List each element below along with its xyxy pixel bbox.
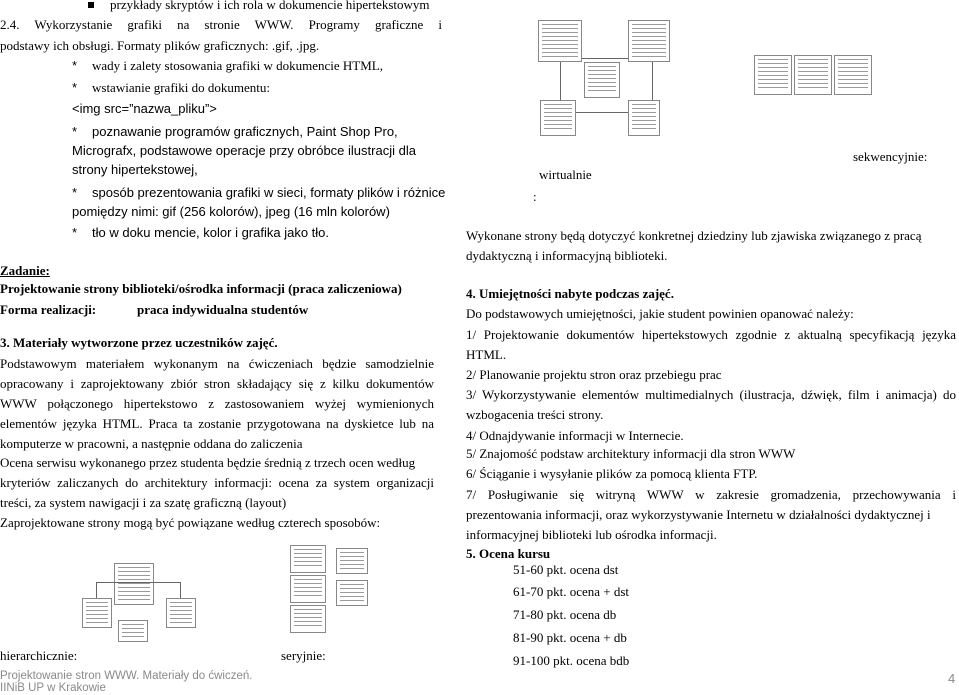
section-3-line: Podstawowym materiałem wykonanym na ćwiczeniach będzie samodzielnie bbox=[0, 356, 434, 371]
section-3-line: kryteriów zaliczanych do architektury informacji: ocena za system organizacji bbox=[0, 475, 434, 490]
grade-row: 71-80 pkt. ocena db bbox=[513, 607, 617, 622]
section-4-heading: 4. Umiejętności nabyte podczas zajęć. bbox=[466, 286, 674, 301]
list-item: wstawianie grafiki do dokumentu: bbox=[92, 80, 270, 95]
diagram-page-box bbox=[336, 580, 368, 606]
diagram-page-box bbox=[540, 100, 576, 136]
section-3-line: treści, za system nawigacji i za szatę graficzną (layout) bbox=[0, 495, 287, 510]
grade-row: 51-60 pkt. ocena dst bbox=[513, 562, 619, 577]
footer-institution: IINiB UP w Krakowie bbox=[0, 682, 106, 694]
list-item: wady i zalety stosowania grafiki w dokumencie HTML, bbox=[92, 58, 383, 73]
section-3-line: Zaprojektowane strony mogą być powiązane według czterech sposobów: bbox=[0, 515, 381, 530]
asterisk-icon: * bbox=[72, 124, 78, 139]
section-3-line: komputerze w pracowni, a następnie oddana do zaliczenia bbox=[0, 436, 303, 451]
diagram-page-box bbox=[114, 563, 154, 605]
diagram-page-box bbox=[834, 55, 872, 95]
intro-line: Wykonane strony będą dotyczyć konkretnej dziedziny lub zjawiska związanego z pracą bbox=[466, 228, 922, 243]
list-item: Micrografx, podstawowe operacje przy obróbce ilustracji dla bbox=[72, 143, 416, 158]
section-3-line: WWW połączonego hipertekstowo z zastosowaniem wyżej wymienionych bbox=[0, 396, 434, 411]
list-item: poznawanie programów graficznych, Paint Shop Pro, bbox=[92, 124, 398, 139]
skill-line: HTML. bbox=[466, 347, 507, 362]
top-bullet-text: przykłady skryptów i ich rola w dokumencie hipertekstowym bbox=[110, 0, 430, 12]
diagram-page-box bbox=[290, 605, 326, 633]
list-item: strony hipertekstowej, bbox=[72, 162, 198, 177]
diagram-page-box bbox=[628, 20, 670, 62]
form-value: praca indywidualna studentów bbox=[137, 302, 309, 317]
intro-line: dydaktyczną i informacyjną biblioteki. bbox=[466, 248, 668, 263]
section-3-line: Ocena serwisu wykonanego przez studenta będzie średnią z trzech ocen według bbox=[0, 455, 416, 470]
form-label: Forma realizacji: bbox=[0, 302, 97, 317]
diagram-page-box bbox=[166, 598, 196, 628]
section-2-4-heading-line1: 2.4. Wykorzystanie grafiki na stronie WWW. Programy graficzne i bbox=[0, 17, 442, 32]
section-3-line: opracowany i zaprojektowany zbiór stron składający się z kilku dokumentów bbox=[0, 376, 434, 391]
list-item: pomiędzy nimi: gif (256 kolorów), jpeg (16 mln kolorów) bbox=[72, 204, 390, 219]
skill-line: 2/ Planowanie projektu stron oraz przebiegu prac bbox=[466, 367, 722, 382]
label-serial: seryjnie: bbox=[281, 648, 326, 663]
task-title: Projektowanie strony biblioteki/ośrodka informacji (praca zaliczeniowa) bbox=[0, 281, 402, 296]
list-item: sposób prezentowania grafiki w sieci, formaty plików i różnice bbox=[92, 185, 446, 200]
label-virtual: wirtualnie bbox=[539, 167, 592, 182]
diagram-page-box bbox=[336, 548, 368, 574]
asterisk-icon: * bbox=[72, 185, 78, 200]
section-4-intro: Do podstawowych umiejętności, jakie student powinien opanować należy: bbox=[466, 306, 854, 321]
skill-line: prezentowania informacji, oraz wykorzystywanie Internetu w działalności dydaktycznej i bbox=[466, 507, 931, 522]
diagram-page-box bbox=[584, 62, 620, 98]
skill-line: informacyjnej biblioteki lub ośrodka informacji. bbox=[466, 527, 717, 542]
code-example: <img src=”nazwa_pliku”> bbox=[72, 101, 217, 116]
diagram-page-box bbox=[628, 100, 660, 136]
grade-row: 81-90 pkt. ocena + db bbox=[513, 630, 627, 645]
diagram-page-box bbox=[118, 620, 148, 642]
label-sequential: sekwencyjnie: bbox=[853, 149, 928, 164]
diagram-page-box bbox=[538, 20, 582, 62]
label-hierarchical: hierarchicznie: bbox=[0, 648, 78, 663]
grade-row: 91-100 pkt. ocena bdb bbox=[513, 653, 630, 668]
section-3-heading: 3. Materiały wytworzone przez uczestników zajęć. bbox=[0, 335, 278, 350]
list-item: tło w doku mencie, kolor i grafika jako tło. bbox=[92, 225, 329, 240]
skill-line: 3/ Wykorzystywanie elementów multimedialnych (ilustracja, dźwięk, film i animacja) do bbox=[466, 387, 956, 402]
skill-line: 7/ Posługiwanie się witryną WWW w zakresie gromadzenia, przechowywania i bbox=[466, 487, 956, 502]
page-number: 4 bbox=[948, 671, 956, 686]
grade-row: 61-70 pkt. ocena + dst bbox=[513, 584, 630, 599]
section-3-line: elementów języka HTML. Praca ta zostanie przygotowana na dyskietce lub na bbox=[0, 416, 434, 431]
asterisk-icon: * bbox=[72, 58, 78, 73]
diagram-page-box bbox=[290, 575, 326, 603]
diagram-page-box bbox=[754, 55, 792, 95]
asterisk-icon: * bbox=[72, 225, 78, 240]
skill-line: wzbogacenia treści strony. bbox=[466, 407, 604, 422]
task-label: Zadanie: bbox=[0, 263, 50, 278]
bullet-marker bbox=[88, 2, 94, 8]
section-5-heading: 5. Ocena kursu bbox=[466, 546, 551, 561]
skill-line: 4/ Odnajdywanie informacji w Internecie. bbox=[466, 428, 684, 443]
asterisk-icon: * bbox=[72, 80, 78, 95]
diagram-page-box bbox=[794, 55, 832, 95]
diagram-page-box bbox=[82, 598, 112, 628]
skill-line: 5/ Znajomość podstaw architektury informacji dla stron WWW bbox=[466, 446, 796, 461]
section-2-4-heading-line2: podstawy ich obsługi. Formaty plików graficznych: .gif, .jpg. bbox=[0, 38, 320, 53]
diagram-page-box bbox=[290, 545, 326, 573]
skill-line: 1/ Projektowanie dokumentów hipertekstowych zgodnie z aktualną specyfikacją języka bbox=[466, 327, 956, 342]
label-colon: : bbox=[533, 189, 537, 204]
footer-title: Projektowanie stron WWW. Materiały do ćwiczeń. bbox=[0, 670, 253, 682]
skill-line: 6/ Ściąganie i wysyłanie plików za pomocą klienta FTP. bbox=[466, 466, 758, 481]
